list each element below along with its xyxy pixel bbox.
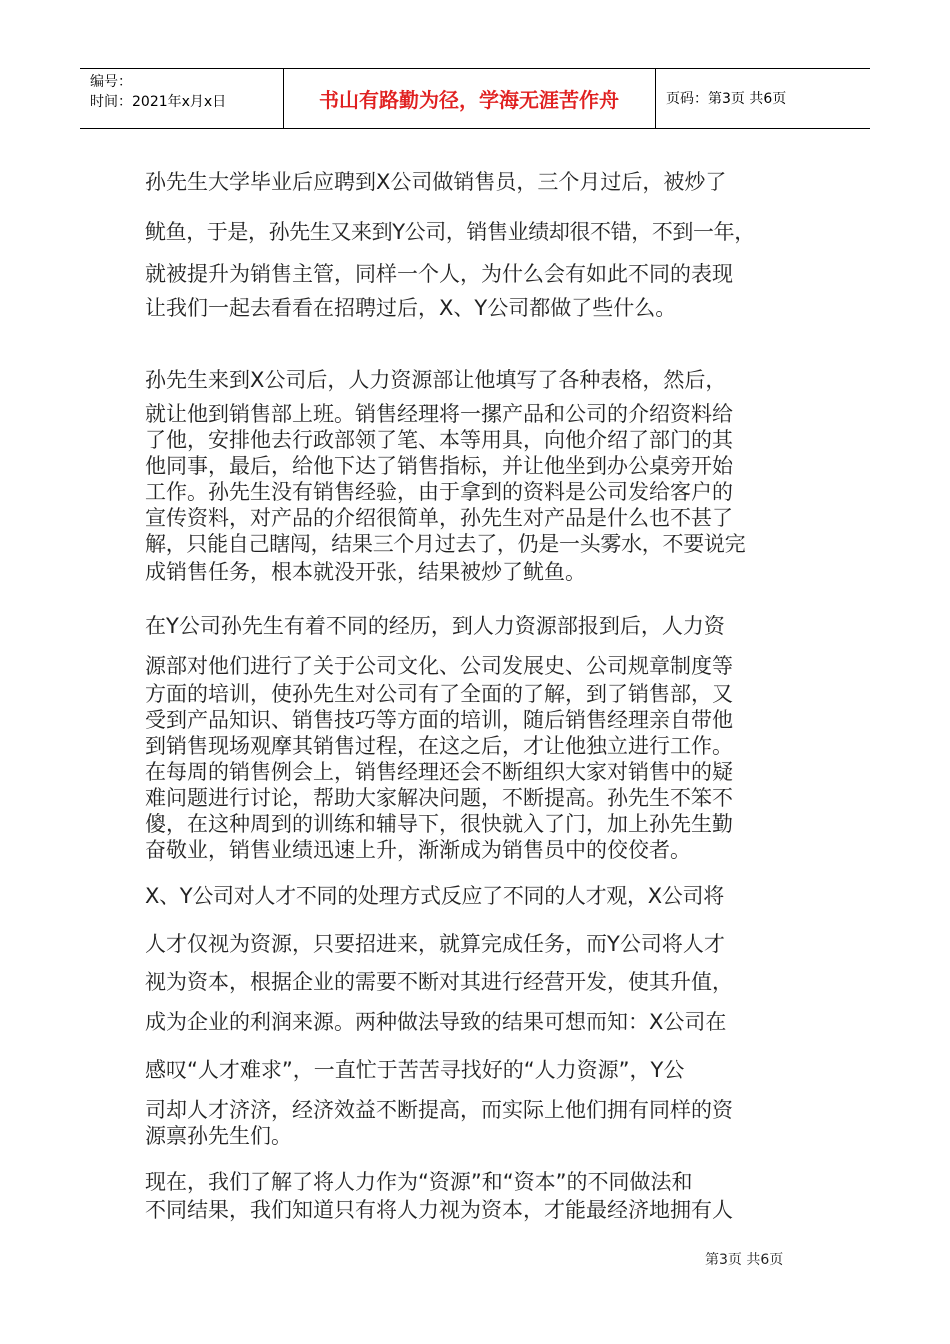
time-label: 时间：2021年x月x日 [90, 94, 227, 110]
text-line: 感叹“人才难求”，一直忙于苦苦寻找好的“人力资源”，Y公 [145, 1058, 685, 1082]
number-label: 编号： [90, 74, 132, 90]
text-line: 孙先生来到X公司后，人力资源部让他填写了各种表格，然后， [145, 368, 727, 392]
text-line: 受到产品知识、销售技巧等方面的培训，随后销售经理亲自带他 [145, 708, 733, 732]
text-line: 傻，在这种周到的训练和辅导下，很快就入了门，加上孙先生勤 [145, 812, 733, 836]
page-footer: 第3页 共6页 [705, 1252, 784, 1268]
text-line: 人才仅视为资源，只要招进来，就算完成任务，而Y公司将人才 [145, 932, 725, 956]
text-line: 成为企业的利润来源。两种做法导致的结果可想而知：X公司在 [145, 1010, 727, 1034]
header-meta [90, 72, 226, 112]
text-line: 司却人才济济，经济效益不断提高，而实际上他们拥有同样的资 [145, 1098, 733, 1122]
text-line: 不同结果，我们知道只有将人力视为资本，才能最经济地拥有人 [145, 1198, 733, 1222]
text-line: 源部对他们进行了关于公司文化、公司发展史、公司规章制度等 [145, 654, 733, 678]
text-line: 方面的培训，使孙先生对公司有了全面的了解，到了销售部，又 [145, 682, 733, 706]
text-line: 他同事，最后，给他下达了销售指标，并让他坐到办公桌旁开始 [145, 454, 733, 478]
text-line: 解，只能自己瞎闯，结果三个月过去了，仍是一头雾水，不要说完 [145, 532, 746, 556]
page-header [80, 68, 870, 128]
text-line: 就被提升为销售主管，同样一个人，为什么会有如此不同的表现 [145, 262, 733, 286]
text-line: 就让他到销售部上班。销售经理将一摞产品和公司的介绍资料给 [145, 402, 733, 426]
text-line: 现在，我们了解了将人力作为“资源”和“资本”的不同做法和 [145, 1170, 693, 1194]
header-page-label: 页码：第3页 共6页 [666, 91, 787, 107]
text-line: 宣传资料，对产品的介绍很简单，孙先生对产品是什么也不甚了 [145, 506, 733, 530]
text-line: 源禀孙先生们。 [145, 1124, 292, 1148]
text-line: 让我们一起去看看在招聘过后，X、Y公司都做了些什么。 [145, 296, 677, 320]
text-line: 到销售现场观摩其销售过程，在这之后，才让他独立进行工作。 [145, 734, 733, 758]
text-line: 成销售任务，根本就没开张，结果被炒了鱿鱼。 [145, 560, 586, 584]
text-line: X、Y公司对人才不同的处理方式反应了不同的人才观，X公司将 [145, 884, 724, 908]
text-line: 难问题进行讨论，帮助大家解决问题，不断提高。孙先生不笨不 [145, 786, 733, 810]
header-bottom-rule [80, 128, 870, 129]
text-line: 鱿鱼，于是，孙先生又来到Y公司，销售业绩却很不错，不到一年， [145, 220, 755, 244]
text-line: 孙先生大学毕业后应聘到X公司做销售员，三个月过后，被炒了 [145, 170, 727, 194]
text-line: 奋敬业，销售业绩迅速上升，渐渐成为销售员中的佼佼者。 [145, 838, 691, 862]
header-divider [655, 68, 656, 129]
text-line: 在Y公司孙先生有着不同的经历，到人力资源部报到后，人力资 [145, 614, 725, 638]
text-line: 工作。孙先生没有销售经验，由于拿到的资料是公司发给客户的 [145, 480, 733, 504]
header-motto: 书山有路勤为径，学海无涯苦作舟 [319, 87, 619, 112]
text-line: 了他，安排他去行政部领了笔、本等用具，向他介绍了部门的其 [145, 428, 733, 452]
text-line: 视为资本，根据企业的需要不断对其进行经营开发，使其升值， [145, 970, 733, 994]
text-line: 在每周的销售例会上，销售经理还会不断组织大家对销售中的疑 [145, 760, 733, 784]
